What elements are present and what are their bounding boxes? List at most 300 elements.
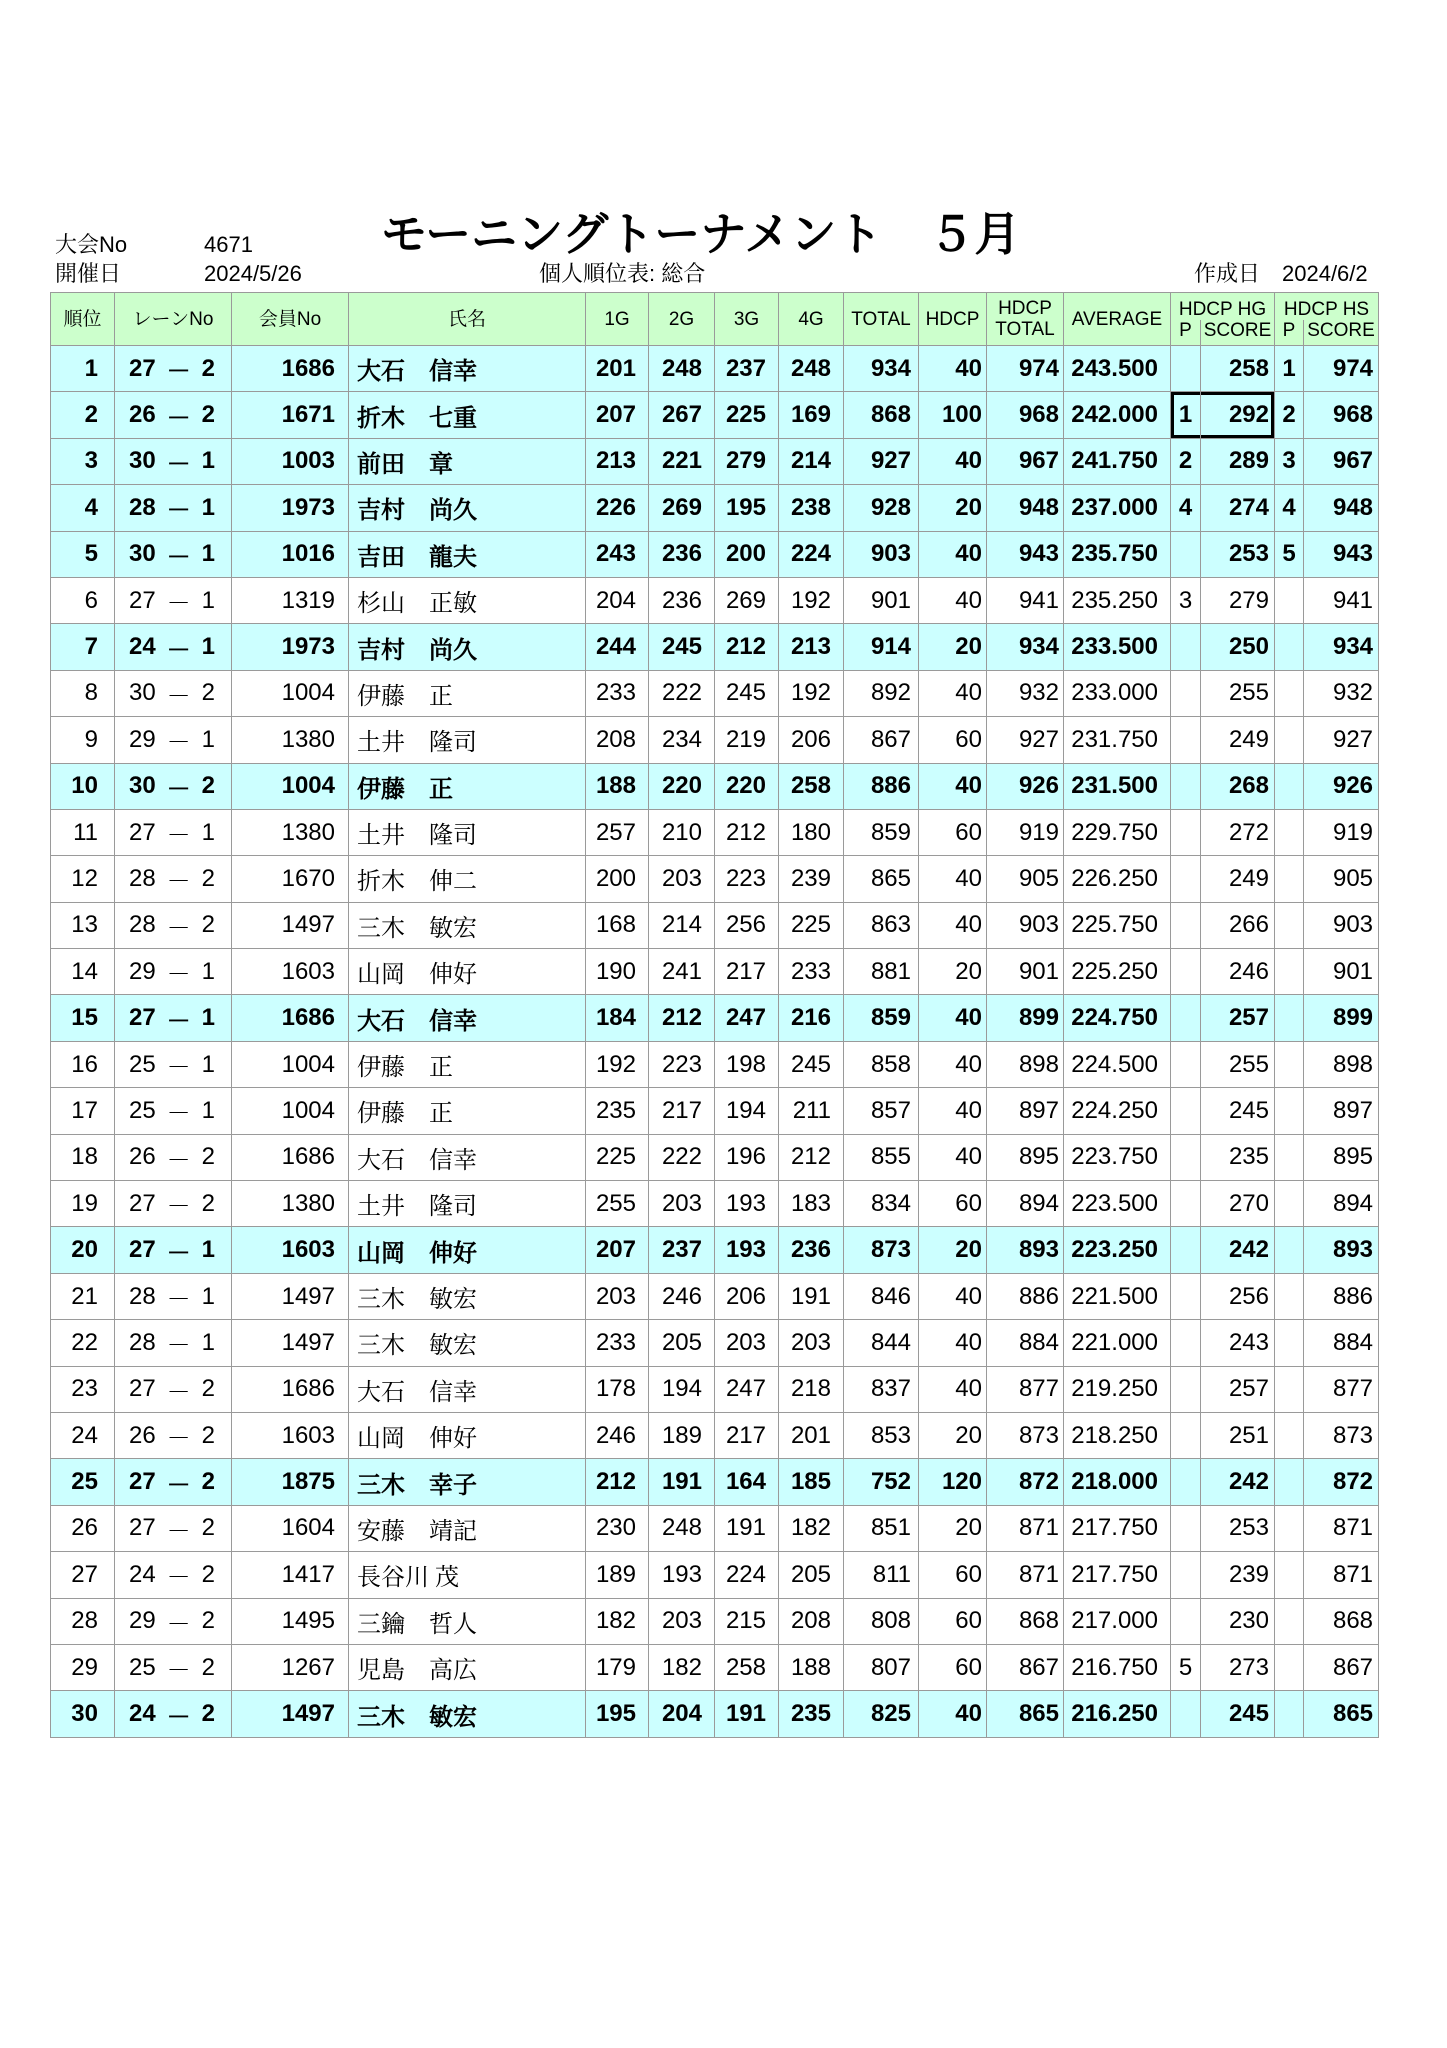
member-no-cell: 1497 xyxy=(232,1320,349,1366)
hs-place-cell xyxy=(1275,577,1304,623)
lane-separator: － xyxy=(166,1146,191,1174)
game-2-cell: 193 xyxy=(649,1552,715,1598)
game-3-cell: 212 xyxy=(715,809,779,855)
family-name: 伊藤 xyxy=(357,775,405,803)
lane-number: 30 xyxy=(129,540,156,568)
average-cell: 223.750 xyxy=(1064,1134,1171,1180)
game-2-cell: 222 xyxy=(649,670,715,716)
hs-score-cell: 934 xyxy=(1304,624,1379,670)
hs-score-cell: 932 xyxy=(1304,670,1379,716)
lane-wrapper xyxy=(129,1465,215,1500)
lane-wrapper xyxy=(129,1418,215,1453)
lane-separator: － xyxy=(166,1332,191,1360)
lane-separator: － xyxy=(166,1054,191,1082)
hdcp-cell: 40 xyxy=(919,763,987,809)
hs-place-cell xyxy=(1275,717,1304,763)
table-row xyxy=(51,1366,1379,1412)
given-name: 伸好 xyxy=(429,1239,477,1267)
hs-place-cell xyxy=(1275,1459,1304,1505)
average-cell: 243.500 xyxy=(1064,346,1171,392)
game-3-cell: 215 xyxy=(715,1598,779,1644)
hdcp-total-cell: 895 xyxy=(987,1134,1064,1180)
lane-separator: － xyxy=(166,1286,191,1313)
game-3-cell: 258 xyxy=(715,1644,779,1690)
hs-place-cell: 4 xyxy=(1275,485,1304,531)
member-no-cell: 1686 xyxy=(232,346,349,392)
average-cell: 237.000 xyxy=(1064,485,1171,531)
lane-wrapper xyxy=(129,398,215,433)
hs-score-cell: 868 xyxy=(1304,1598,1379,1644)
lane-number: 29 xyxy=(129,957,156,985)
game-1-cell: 178 xyxy=(586,1366,649,1412)
game-3-cell: 224 xyxy=(715,1552,779,1598)
game-4-cell: 216 xyxy=(779,995,844,1041)
lane-separator: － xyxy=(166,404,191,432)
lane-separator: － xyxy=(166,1193,191,1221)
member-no-cell: 1016 xyxy=(232,531,349,577)
total-cell: 865 xyxy=(844,856,919,902)
hdcp-total-cell: 905 xyxy=(987,856,1064,902)
family-name: 大石 xyxy=(357,1146,405,1174)
lane-wrapper xyxy=(129,769,215,804)
game-2-cell: 191 xyxy=(649,1459,715,1505)
game-4-cell: 192 xyxy=(779,577,844,623)
family-name: 吉村 xyxy=(357,497,405,525)
hg-place-cell xyxy=(1171,1181,1201,1227)
hdcp-cell: 40 xyxy=(919,1088,987,1134)
hdcp-total-cell: 919 xyxy=(987,809,1064,855)
member-no-cell: 1603 xyxy=(232,949,349,995)
total-cell: 857 xyxy=(844,1088,919,1134)
given-name: 正 xyxy=(429,1054,453,1082)
given-name: 尚久 xyxy=(429,636,477,664)
hs-score-cell: 948 xyxy=(1304,485,1379,531)
game-2-cell: 204 xyxy=(649,1691,715,1737)
name-cell xyxy=(349,949,586,995)
hs-score-cell: 927 xyxy=(1304,717,1379,763)
game-3-cell: 220 xyxy=(715,763,779,809)
lane-side: 2 xyxy=(201,864,215,892)
member-no-cell: 1003 xyxy=(232,438,349,484)
hs-place-cell xyxy=(1275,1181,1304,1227)
hs-score-cell: 867 xyxy=(1304,1644,1379,1690)
rank-cell: 3 xyxy=(51,438,115,484)
game-3-cell: 279 xyxy=(715,438,779,484)
hs-score-cell: 926 xyxy=(1304,763,1379,809)
hs-place-cell xyxy=(1275,1691,1304,1737)
game-2-cell: 236 xyxy=(649,577,715,623)
hg-place-cell: 4 xyxy=(1171,485,1201,531)
lane-cell xyxy=(115,902,232,948)
given-name: 隆司 xyxy=(429,822,477,850)
game-2-cell: 246 xyxy=(649,1273,715,1319)
average-cell: 216.250 xyxy=(1064,1691,1171,1737)
lane-cell xyxy=(115,531,232,577)
game-1-cell: 226 xyxy=(586,485,649,531)
rank-cell: 15 xyxy=(51,995,115,1041)
average-cell: 224.500 xyxy=(1064,1041,1171,1087)
hg-score-cell: 257 xyxy=(1201,1366,1275,1412)
hdcp-cell: 40 xyxy=(919,577,987,623)
name-cell xyxy=(349,1412,586,1458)
col-hs-score-header: SCORE xyxy=(1304,320,1379,346)
name-cell xyxy=(349,1088,586,1134)
hg-place-cell xyxy=(1171,1505,1201,1551)
family-name: 三木 xyxy=(357,1703,405,1731)
member-no-cell: 1004 xyxy=(232,763,349,809)
hdcp-cell: 60 xyxy=(919,717,987,763)
lane-side: 1 xyxy=(201,1282,215,1310)
hg-score-cell: 256 xyxy=(1201,1273,1275,1319)
given-name: 靖記 xyxy=(429,1517,477,1545)
name-cell xyxy=(349,531,586,577)
rank-cell: 17 xyxy=(51,1088,115,1134)
lane-cell xyxy=(115,1366,232,1412)
name-cell xyxy=(349,1691,586,1737)
col-hdcp-header: HDCP xyxy=(919,293,987,346)
lane-separator: － xyxy=(166,543,191,571)
given-name: 隆司 xyxy=(429,729,477,757)
game-3-cell: 191 xyxy=(715,1691,779,1737)
hg-score-cell: 253 xyxy=(1201,1505,1275,1551)
given-name: 正 xyxy=(429,682,453,710)
name-cell xyxy=(349,1505,586,1551)
hs-place-cell xyxy=(1275,1552,1304,1598)
tournament-no-label: 大会No xyxy=(55,232,128,257)
game-2-cell: 217 xyxy=(649,1088,715,1134)
col-hg-score-header: SCORE xyxy=(1201,320,1275,346)
hg-place-cell xyxy=(1171,670,1201,716)
col-3g-header: 3G xyxy=(715,293,779,346)
rank-cell: 2 xyxy=(51,392,115,438)
lane-side: 2 xyxy=(201,1375,215,1403)
table-row xyxy=(51,1505,1379,1551)
name-cell xyxy=(349,485,586,531)
game-4-cell: 245 xyxy=(779,1041,844,1087)
hg-score-cell: 266 xyxy=(1201,902,1275,948)
family-name: 山岡 xyxy=(357,1239,405,1267)
family-name: 大石 xyxy=(357,358,405,386)
rank-cell: 14 xyxy=(51,949,115,995)
hg-place-cell: 1 xyxy=(1171,392,1201,438)
name-cell xyxy=(349,902,586,948)
hdcp-cell: 40 xyxy=(919,902,987,948)
lane-side: 2 xyxy=(201,1560,215,1588)
game-4-cell: 218 xyxy=(779,1366,844,1412)
hs-place-cell xyxy=(1275,1366,1304,1412)
average-cell: 224.750 xyxy=(1064,995,1171,1041)
lane-side: 2 xyxy=(201,1700,215,1728)
hdcp-total-cell: 967 xyxy=(987,438,1064,484)
game-4-cell: 205 xyxy=(779,1552,844,1598)
hs-place-cell xyxy=(1275,1598,1304,1644)
average-cell: 223.250 xyxy=(1064,1227,1171,1273)
col-4g-header: 4G xyxy=(779,293,844,346)
lane-number: 30 xyxy=(129,679,156,707)
member-no-cell: 1380 xyxy=(232,809,349,855)
game-1-cell: 200 xyxy=(586,856,649,902)
average-cell: 217.750 xyxy=(1064,1552,1171,1598)
hg-place-cell xyxy=(1171,1088,1201,1134)
game-4-cell: 225 xyxy=(779,902,844,948)
hg-score-cell: 250 xyxy=(1201,624,1275,670)
hg-score-cell: 242 xyxy=(1201,1227,1275,1273)
given-name: 高広 xyxy=(429,1657,477,1685)
lane-cell xyxy=(115,1088,232,1134)
hs-place-cell xyxy=(1275,624,1304,670)
hdcp-total-cell: 893 xyxy=(987,1227,1064,1273)
hdcp-cell: 40 xyxy=(919,995,987,1041)
hdcp-total-cell: 898 xyxy=(987,1041,1064,1087)
lane-separator: － xyxy=(166,1007,191,1035)
hs-score-cell: 943 xyxy=(1304,531,1379,577)
member-no-cell: 1603 xyxy=(232,1227,349,1273)
lane-wrapper xyxy=(129,1650,215,1685)
hg-place-cell xyxy=(1171,1366,1201,1412)
hdcp-total-cell: 867 xyxy=(987,1644,1064,1690)
rank-cell: 5 xyxy=(51,531,115,577)
game-1-cell: 189 xyxy=(586,1552,649,1598)
game-2-cell: 236 xyxy=(649,531,715,577)
hdcp-total-cell: 873 xyxy=(987,1412,1064,1458)
total-cell: 834 xyxy=(844,1181,919,1227)
lane-cell xyxy=(115,392,232,438)
game-3-cell: 245 xyxy=(715,670,779,716)
game-4-cell: 212 xyxy=(779,1134,844,1180)
hg-score-cell: 251 xyxy=(1201,1412,1275,1458)
hdcp-cell: 40 xyxy=(919,346,987,392)
hdcp-total-cell: 903 xyxy=(987,902,1064,948)
lane-wrapper xyxy=(129,861,215,896)
name-cell xyxy=(349,1041,586,1087)
hs-score-cell: 865 xyxy=(1304,1691,1379,1737)
lane-number: 24 xyxy=(129,1700,156,1728)
game-4-cell: 213 xyxy=(779,624,844,670)
table-row xyxy=(51,1088,1379,1134)
total-cell: 892 xyxy=(844,670,919,716)
col-lane-header: レーンNo xyxy=(115,293,232,346)
game-3-cell: 219 xyxy=(715,717,779,763)
hg-score-cell: 249 xyxy=(1201,856,1275,902)
game-2-cell: 210 xyxy=(649,809,715,855)
lane-wrapper xyxy=(129,722,215,757)
family-name: 三木 xyxy=(357,1471,405,1499)
hdcp-cell: 120 xyxy=(919,1459,987,1505)
given-name: 茂 xyxy=(435,1564,459,1592)
game-4-cell: 211 xyxy=(779,1088,844,1134)
hg-place-cell xyxy=(1171,1691,1201,1737)
given-name: 哲人 xyxy=(429,1610,477,1638)
game-3-cell: 237 xyxy=(715,346,779,392)
hg-place-cell xyxy=(1171,1459,1201,1505)
average-cell: 217.000 xyxy=(1064,1598,1171,1644)
lane-cell xyxy=(115,1134,232,1180)
family-name: 長谷川 xyxy=(357,1564,429,1592)
hs-place-cell xyxy=(1275,1505,1304,1551)
family-name: 折木 xyxy=(357,404,405,432)
hg-score-cell: 255 xyxy=(1201,1041,1275,1087)
col-1g-header: 1G xyxy=(586,293,649,346)
lane-wrapper xyxy=(129,583,215,618)
table-row xyxy=(51,1181,1379,1227)
hdcp-total-cell: 968 xyxy=(987,392,1064,438)
game-2-cell: 248 xyxy=(649,1505,715,1551)
hg-score-cell: 242 xyxy=(1201,1459,1275,1505)
hdcp-cell: 60 xyxy=(919,1598,987,1644)
game-1-cell: 207 xyxy=(586,1227,649,1273)
game-1-cell: 225 xyxy=(586,1134,649,1180)
hdcp-total-cell: 932 xyxy=(987,670,1064,716)
table-row xyxy=(51,1134,1379,1180)
hdcp-total-cell: 926 xyxy=(987,763,1064,809)
name-cell xyxy=(349,577,586,623)
rank-cell: 27 xyxy=(51,1552,115,1598)
name-cell xyxy=(349,1459,586,1505)
average-cell: 242.000 xyxy=(1064,392,1171,438)
game-1-cell: 204 xyxy=(586,577,649,623)
rank-cell: 16 xyxy=(51,1041,115,1087)
page-title: モーニングトーナメント ５月 xyxy=(381,208,1021,260)
family-name: 杉山 xyxy=(357,590,405,618)
game-2-cell: 234 xyxy=(649,717,715,763)
average-cell: 226.250 xyxy=(1064,856,1171,902)
lane-wrapper xyxy=(129,444,215,479)
rank-cell: 28 xyxy=(51,1598,115,1644)
lane-cell xyxy=(115,624,232,670)
hg-place-cell xyxy=(1171,1552,1201,1598)
col-hdcp-hs-header: HDCP HS xyxy=(1275,293,1379,320)
lane-cell xyxy=(115,1505,232,1551)
hg-place-cell xyxy=(1171,1320,1201,1366)
hg-place-cell xyxy=(1171,1412,1201,1458)
given-name: 信幸 xyxy=(429,1378,477,1406)
family-name: 三木 xyxy=(357,914,405,942)
rank-cell: 24 xyxy=(51,1412,115,1458)
hs-place-cell xyxy=(1275,995,1304,1041)
lane-side: 2 xyxy=(201,1143,215,1171)
lane-number: 27 xyxy=(129,354,156,382)
hs-place-cell xyxy=(1275,1227,1304,1273)
game-4-cell: 235 xyxy=(779,1691,844,1737)
lane-cell xyxy=(115,949,232,995)
game-4-cell: 203 xyxy=(779,1320,844,1366)
game-3-cell: 195 xyxy=(715,485,779,531)
lane-wrapper xyxy=(129,1557,215,1592)
lane-number: 27 xyxy=(129,1236,156,1264)
name-cell xyxy=(349,856,586,902)
table-row xyxy=(51,809,1379,855)
total-cell: 851 xyxy=(844,1505,919,1551)
lane-separator: － xyxy=(166,636,191,664)
name-cell xyxy=(349,1552,586,1598)
header-row xyxy=(51,293,1379,320)
hdcp-cell: 40 xyxy=(919,1691,987,1737)
col-hdcp-total-header-line1: HDCP xyxy=(998,298,1052,319)
family-name: 大石 xyxy=(357,1007,405,1035)
lane-cell xyxy=(115,1644,232,1690)
game-2-cell: 222 xyxy=(649,1134,715,1180)
col-total-header: TOTAL xyxy=(844,293,919,346)
lane-cell xyxy=(115,717,232,763)
game-4-cell: 185 xyxy=(779,1459,844,1505)
hg-score-cell: 258 xyxy=(1201,346,1275,392)
lane-number: 30 xyxy=(129,447,156,475)
lane-number: 28 xyxy=(129,493,156,521)
hdcp-total-cell: 871 xyxy=(987,1505,1064,1551)
lane-wrapper xyxy=(129,1186,215,1221)
family-name: 前田 xyxy=(357,450,405,478)
game-1-cell: 182 xyxy=(586,1598,649,1644)
hs-score-cell: 901 xyxy=(1304,949,1379,995)
name-cell xyxy=(349,346,586,392)
table-row xyxy=(51,856,1379,902)
table-row xyxy=(51,1227,1379,1273)
lane-number: 27 xyxy=(129,1468,156,1496)
total-cell: 853 xyxy=(844,1412,919,1458)
average-cell: 233.000 xyxy=(1064,670,1171,716)
game-3-cell: 269 xyxy=(715,577,779,623)
total-cell: 844 xyxy=(844,1320,919,1366)
hs-place-cell xyxy=(1275,856,1304,902)
game-3-cell: 164 xyxy=(715,1459,779,1505)
hs-place-cell: 1 xyxy=(1275,346,1304,392)
hdcp-total-cell: 927 xyxy=(987,717,1064,763)
game-1-cell: 190 xyxy=(586,949,649,995)
total-cell: 859 xyxy=(844,995,919,1041)
given-name: 正敏 xyxy=(429,590,477,618)
hs-place-cell: 2 xyxy=(1275,392,1304,438)
given-name: 伸好 xyxy=(429,961,477,989)
game-2-cell: 203 xyxy=(649,1598,715,1644)
family-name: 伊藤 xyxy=(357,682,405,710)
member-no-cell: 1004 xyxy=(232,1041,349,1087)
game-3-cell: 247 xyxy=(715,1366,779,1412)
name-cell xyxy=(349,809,586,855)
game-4-cell: 214 xyxy=(779,438,844,484)
game-4-cell: 258 xyxy=(779,763,844,809)
lane-side: 1 xyxy=(201,1050,215,1078)
game-4-cell: 180 xyxy=(779,809,844,855)
lane-number: 26 xyxy=(129,1143,156,1171)
average-cell: 218.250 xyxy=(1064,1412,1171,1458)
total-cell: 858 xyxy=(844,1041,919,1087)
hg-place-cell xyxy=(1171,856,1201,902)
game-1-cell: 195 xyxy=(586,1691,649,1737)
hg-place-cell xyxy=(1171,717,1201,763)
lane-side: 1 xyxy=(201,493,215,521)
family-name: 吉村 xyxy=(357,636,405,664)
hdcp-cell: 60 xyxy=(919,809,987,855)
rank-cell: 12 xyxy=(51,856,115,902)
lane-side: 1 xyxy=(201,586,215,614)
hdcp-total-cell: 934 xyxy=(987,624,1064,670)
game-4-cell: 206 xyxy=(779,717,844,763)
lane-separator: － xyxy=(166,590,191,618)
hdcp-cell: 60 xyxy=(919,1552,987,1598)
table-row xyxy=(51,1644,1379,1690)
rank-cell: 4 xyxy=(51,485,115,531)
family-name: 土井 xyxy=(357,729,405,757)
lane-number: 27 xyxy=(129,586,156,614)
hg-score-cell: 235 xyxy=(1201,1134,1275,1180)
lane-side: 1 xyxy=(201,447,215,475)
hdcp-total-cell: 894 xyxy=(987,1181,1064,1227)
total-cell: 752 xyxy=(844,1459,919,1505)
hg-place-cell xyxy=(1171,346,1201,392)
lane-number: 27 xyxy=(129,1375,156,1403)
game-2-cell: 241 xyxy=(649,949,715,995)
family-name: 安藤 xyxy=(357,1517,405,1545)
